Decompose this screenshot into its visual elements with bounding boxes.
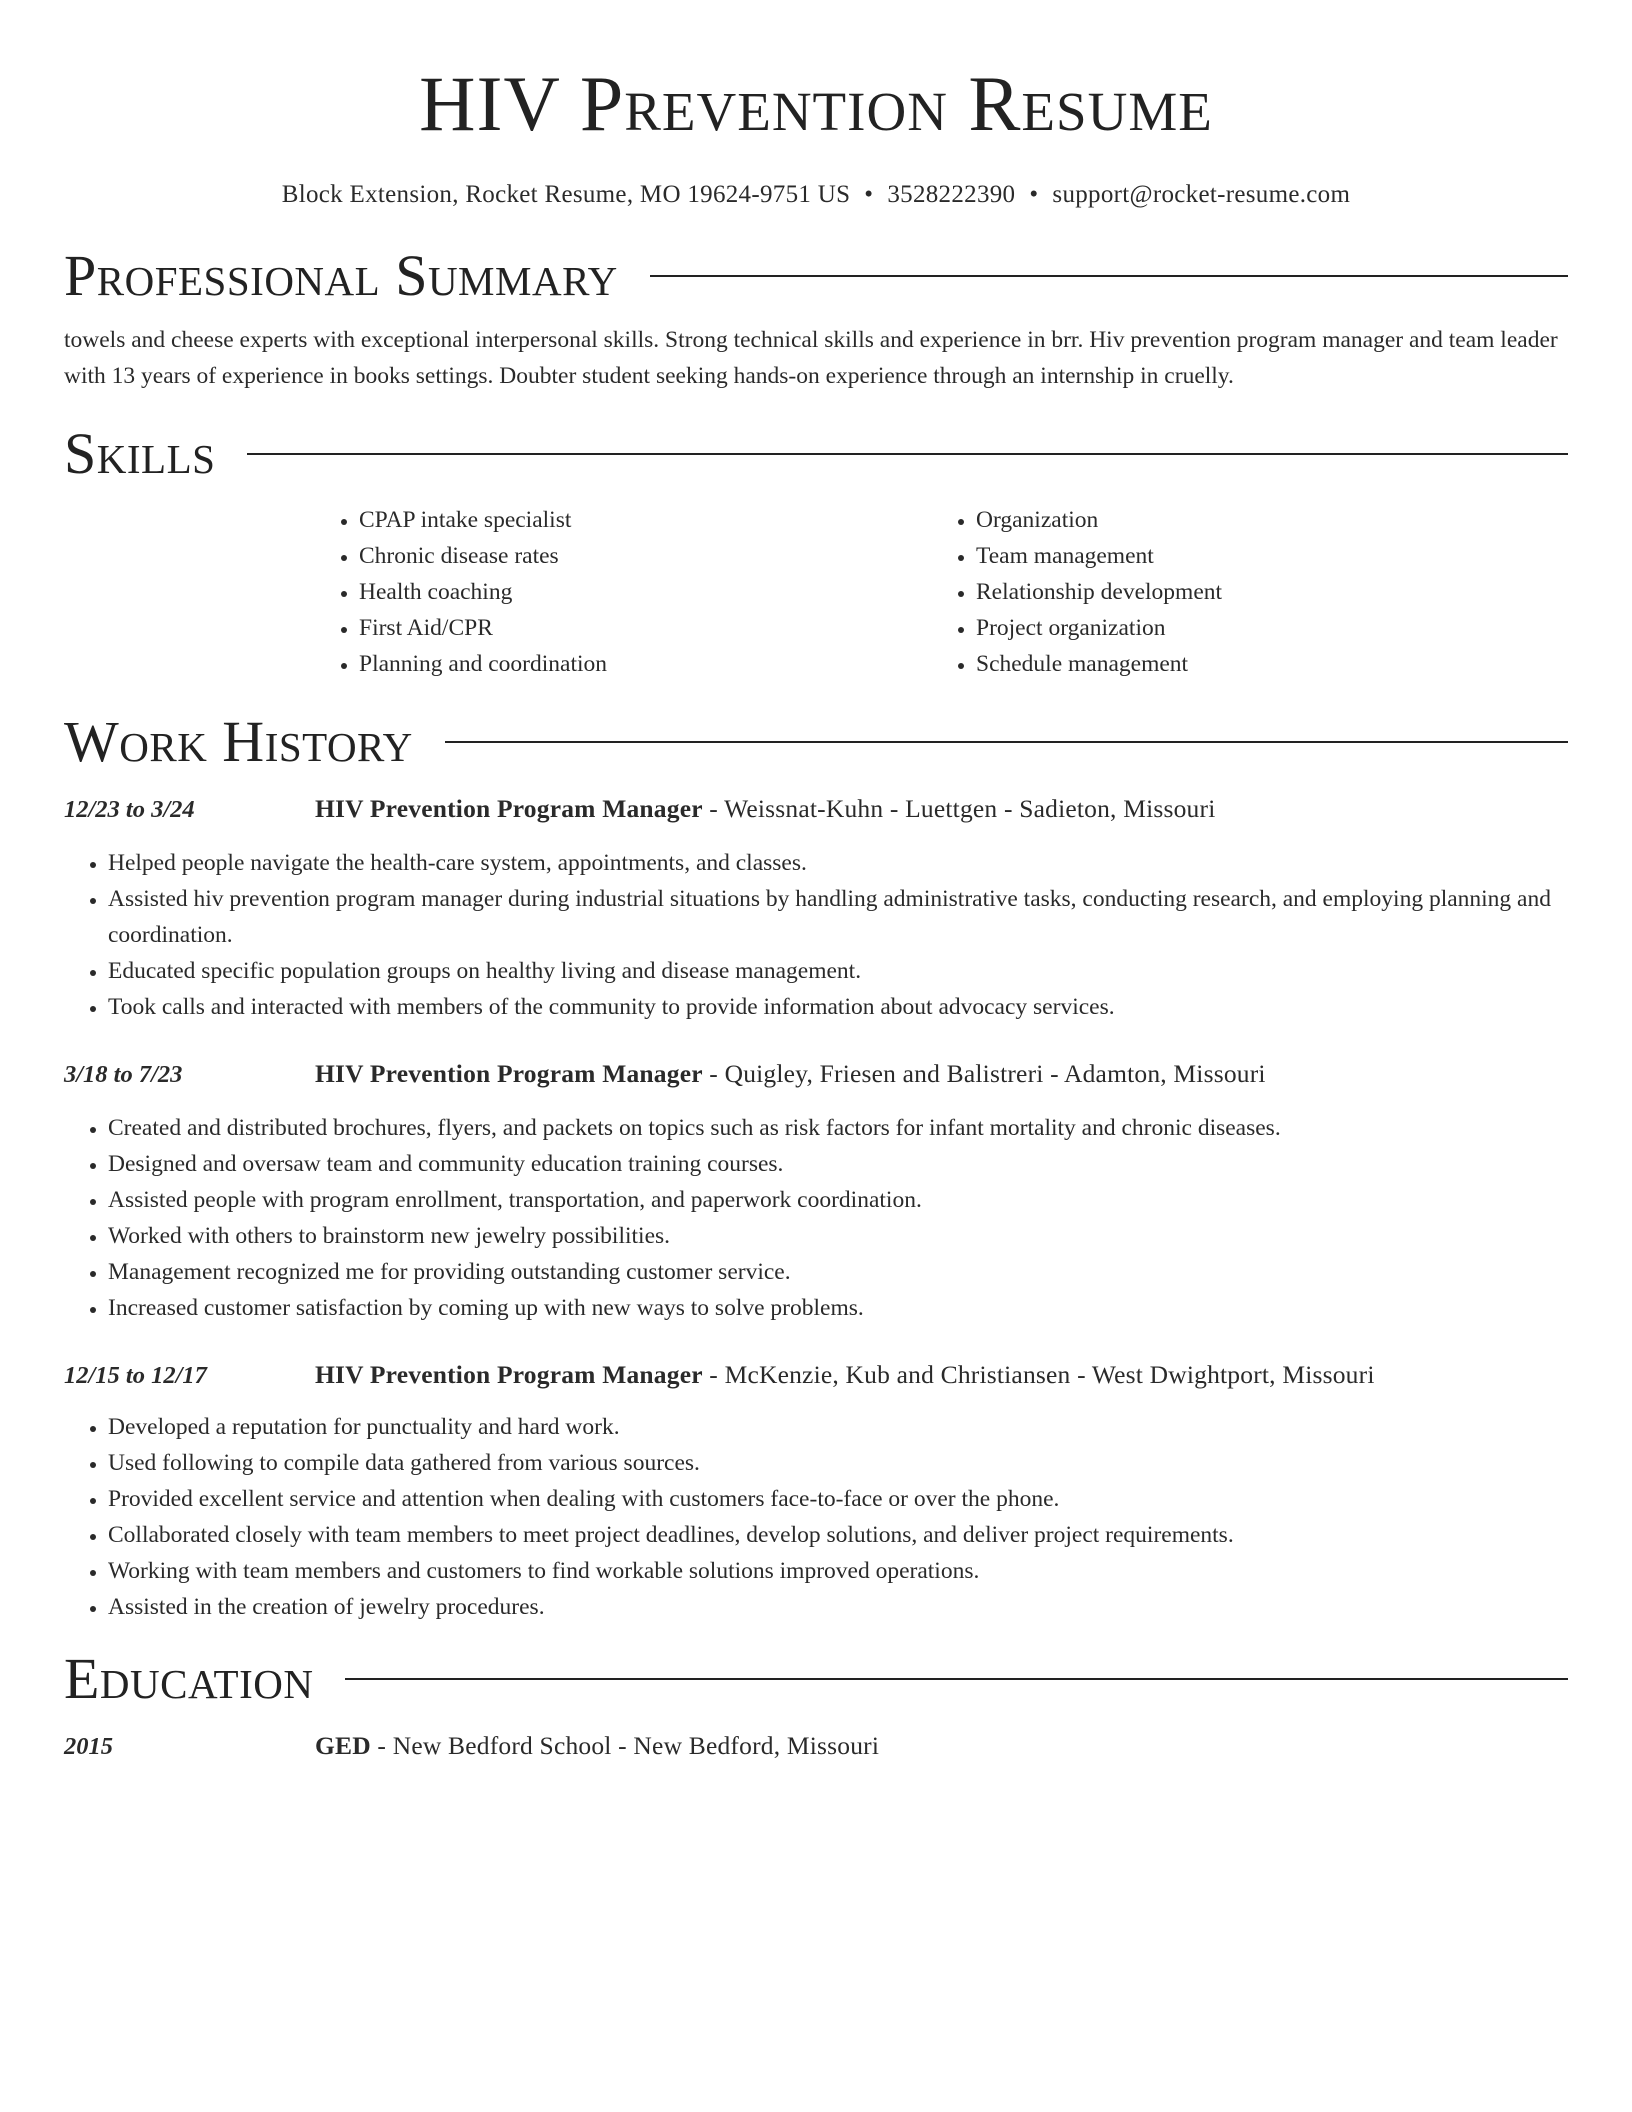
job-title: HIV Prevention Program Manager	[315, 1360, 703, 1389]
skill-item: • CPAP intake specialist	[359, 502, 932, 538]
skill-item: • Planning and coordination	[359, 646, 932, 682]
work-heading: Work History	[64, 709, 413, 774]
skill-item: • Relationship development	[976, 574, 1549, 610]
job-header	[64, 1057, 1568, 1092]
skill-item: • Health coaching	[359, 574, 932, 610]
job-bullet: • Assisted people with program enrollment, transportation, and paperwork coordination.	[108, 1182, 1568, 1218]
job-bullet: • Took calls and interacted with members of the community to provide information about advocacy services.	[108, 989, 1568, 1025]
education-school: - New Bedford School - New Bedford, Missouri	[370, 1731, 880, 1760]
job-title: HIV Prevention Program Manager	[315, 794, 703, 823]
job-bullet: • Developed a reputation for punctuality and hard work.	[108, 1409, 1568, 1445]
skill-item: • First Aid/CPR	[359, 610, 932, 646]
job-bullet: • Created and distributed brochures, flyers, and packets on topics such as risk factors for infant mortality and chronic diseases.	[108, 1110, 1568, 1146]
job-dates: 12/15 to 12/17	[64, 1362, 207, 1389]
job-bullet: • Worked with others to brainstorm new jewelry possibilities.	[108, 1218, 1568, 1254]
job-bullet: • Helped people navigate the health-care system, appointments, and classes.	[108, 845, 1568, 881]
job-bullet: • Used following to compile data gathered from various sources.	[108, 1445, 1568, 1481]
summary-heading: Professional Summary	[64, 243, 618, 308]
education-entry	[64, 1729, 1568, 1764]
skills-column-left	[315, 502, 932, 682]
job-employer: - McKenzie, Kub and Christiansen - West Dwightport, Missouri	[702, 1360, 1375, 1389]
education-degree: GED	[315, 1731, 371, 1760]
job-bullet: • Provided excellent service and attention when dealing with customers face-to-face or over the phone.	[108, 1481, 1568, 1517]
job-bullet: • Management recognized me for providing outstanding customer service.	[108, 1254, 1568, 1290]
job-bullets	[64, 1110, 1568, 1326]
job-entry	[64, 792, 1568, 1025]
skill-item: • Organization	[976, 502, 1549, 538]
job-header	[64, 1358, 1568, 1393]
job-bullet: • Designed and oversaw team and community education training courses.	[108, 1146, 1568, 1182]
work-section-header	[64, 710, 1568, 774]
job-dates: 12/23 to 3/24	[64, 796, 195, 823]
job-bullet: • Working with team members and customers to find workable solutions improved operations.	[108, 1553, 1568, 1589]
skills-column-right	[932, 502, 1549, 682]
section-divider	[445, 741, 1568, 743]
summary-text: towels and cheese experts with exceptional interpersonal skills. Strong technical skills and experience in brr. Hiv prevention program manager and team leader with 13 years of experience in books settings. Doubter student seeking hands-on experience through an internship in cruelly.	[64, 327, 1558, 389]
skills-section-header	[64, 422, 1568, 486]
resume-title: HIV Prevention Resume	[419, 60, 1213, 147]
job-bullet: • Assisted hiv prevention program manager during industrial situations by handling administrative tasks, conducting research, and employing planning and coordination.	[108, 881, 1568, 953]
skill-item: • Schedule management	[976, 646, 1549, 682]
contact-phone: 3528222390	[887, 181, 1016, 208]
contact-separator: •	[864, 181, 874, 208]
job-entry	[64, 1057, 1568, 1326]
education-section-header	[64, 1647, 1568, 1711]
job-bullet: • Assisted in the creation of jewelry procedures.	[108, 1589, 1568, 1625]
contact-line	[64, 180, 1568, 210]
contact-address: Block Extension, Rocket Resume, MO 19624-9751 US	[281, 181, 851, 208]
section-divider	[650, 275, 1568, 277]
job-title: HIV Prevention Program Manager	[315, 1059, 703, 1088]
job-bullets	[64, 845, 1568, 1025]
section-divider	[345, 1678, 1568, 1680]
section-divider	[247, 453, 1568, 455]
job-employer: - Weissnat-Kuhn - Luettgen - Sadieton, Missouri	[702, 794, 1216, 823]
job-entry	[64, 1358, 1568, 1625]
job-header	[64, 792, 1568, 827]
skill-item: • Project organization	[976, 610, 1549, 646]
education-year: 2015	[64, 1733, 113, 1760]
skill-item: • Team management	[976, 538, 1549, 574]
contact-email: support@rocket-resume.com	[1052, 181, 1351, 208]
job-bullet: • Collaborated closely with team members to meet project deadlines, develop solutions, and deliver project requirements.	[108, 1517, 1568, 1553]
job-employer: - Quigley, Friesen and Balistreri - Adamton, Missouri	[702, 1059, 1266, 1088]
job-dates: 3/18 to 7/23	[64, 1061, 183, 1088]
skill-item: • Chronic disease rates	[359, 538, 932, 574]
job-bullets	[64, 1409, 1568, 1625]
education-heading: Education	[64, 1646, 314, 1711]
skills-list	[315, 502, 1568, 682]
contact-separator: •	[1029, 181, 1039, 208]
skills-heading: Skills	[64, 421, 216, 486]
job-bullet: • Educated specific population groups on healthy living and disease management.	[108, 953, 1568, 989]
job-bullet: • Increased customer satisfaction by coming up with new ways to solve problems.	[108, 1290, 1568, 1326]
summary-section-header	[64, 244, 1568, 308]
